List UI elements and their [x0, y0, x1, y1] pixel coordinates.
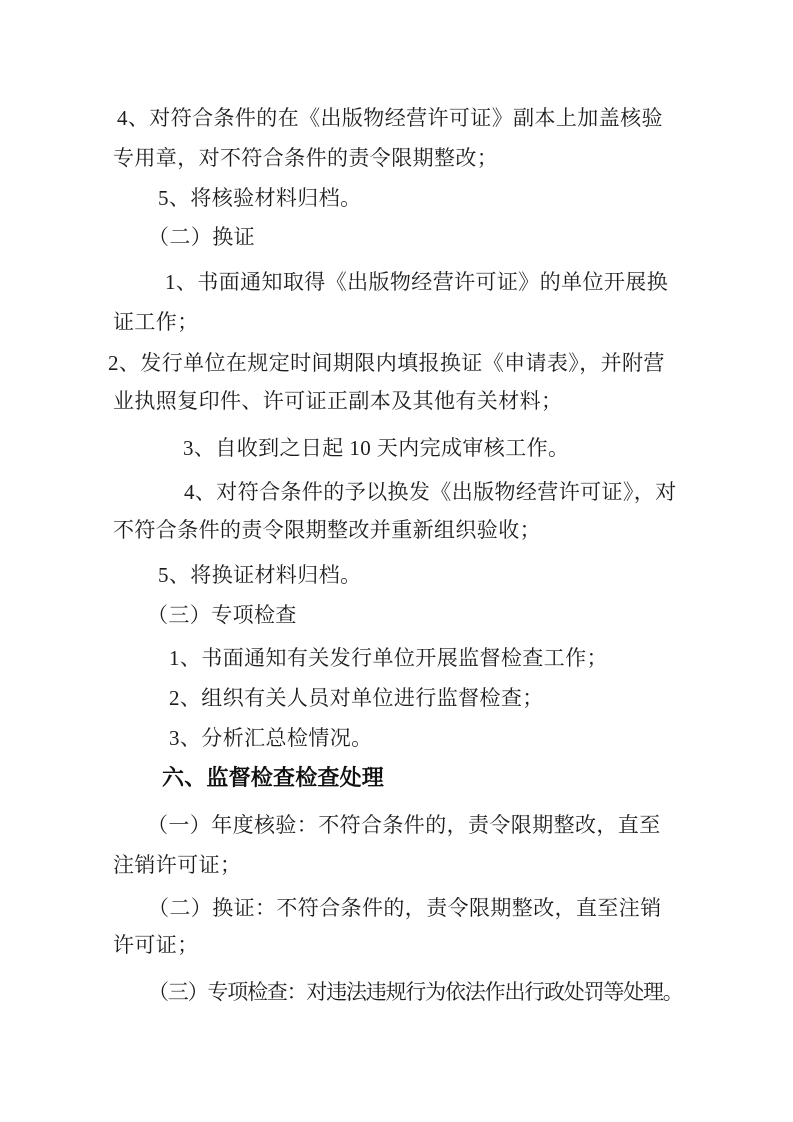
body-line: 1、书面通知有关发行单位开展监督检查工作； — [169, 646, 608, 670]
body-line: 注销许可证； — [113, 853, 242, 877]
body-line: 2、组织有关人员对单位进行监督检查； — [169, 686, 544, 710]
body-line: 专用章，对不符合条件的责令限期整改； — [113, 146, 499, 170]
body-line: 4、对符合条件的在《出版物经营许可证》副本上加盖核验 — [117, 106, 663, 130]
body-line: 1、书面通知取得《出版物经营许可证》的单位开展换 — [165, 270, 669, 294]
body-line: 5、将核验材料归档。 — [158, 186, 362, 210]
body-line: （三）专项检查：对违法违规行为依法作出行政处罚等处理。 — [148, 980, 683, 1004]
section-heading: 六、监督检查检查处理 — [162, 765, 385, 790]
body-line: 5、将换证材料归档。 — [158, 563, 362, 587]
subsection-heading: （二）换证 — [148, 225, 255, 249]
body-line: 3、自收到之日起 10 天内完成审核工作。 — [183, 436, 570, 460]
body-line: 许可证； — [113, 933, 199, 957]
body-line: 4、对符合条件的予以换发《出版物经营许可证》，对 — [184, 480, 677, 504]
body-line: 2、发行单位在规定时间期限内填报换证《申请表》，并附营 — [108, 351, 665, 375]
body-line: （一）年度核验：不符合条件的，责令限期整改，直至 — [147, 813, 661, 837]
body-line: 不符合条件的责令限期整改并重新组织验收； — [113, 518, 541, 542]
body-line: （二）换证：不符合条件的，责令限期整改，直至注销 — [148, 896, 662, 920]
body-line: 业执照复印件、许可证正副本及其他有关材料； — [113, 389, 563, 413]
body-line: 证工作； — [113, 310, 199, 334]
subsection-heading: （三）专项检查 — [147, 603, 297, 627]
body-line: 3、分析汇总检情况。 — [169, 726, 373, 750]
